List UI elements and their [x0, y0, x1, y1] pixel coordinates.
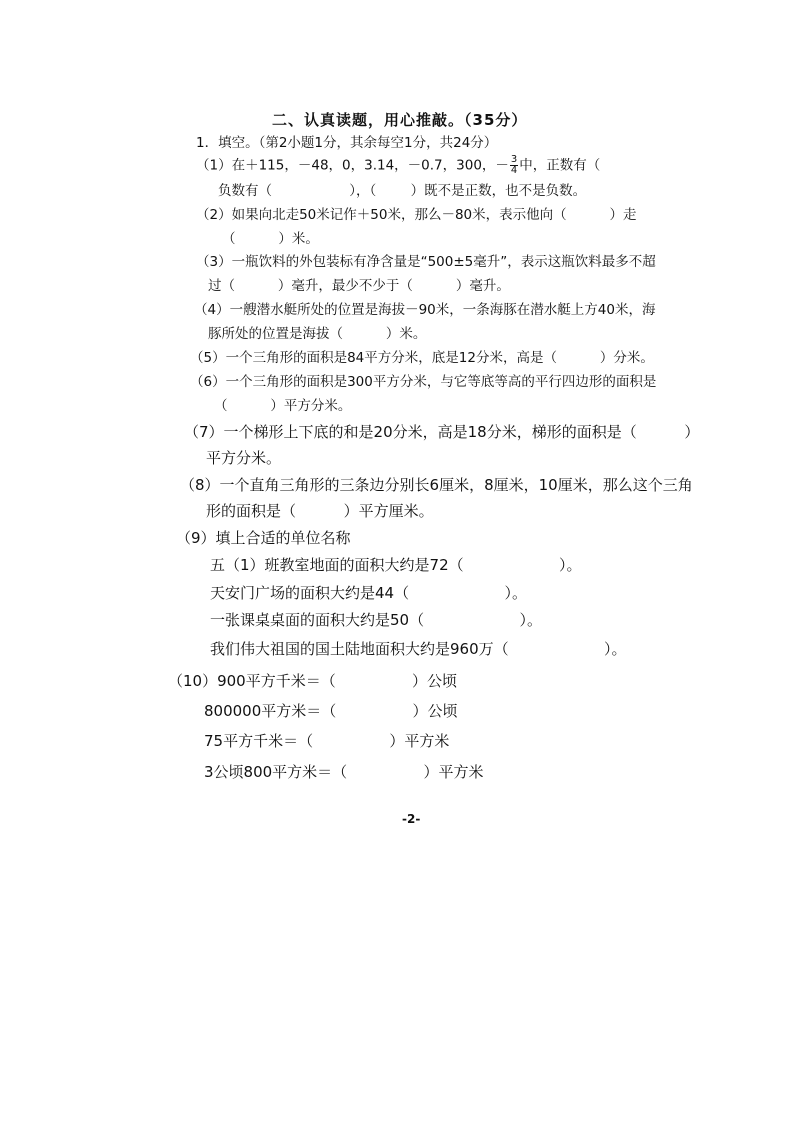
fraction-denominator: 4	[510, 165, 518, 176]
q8-line-a: （8）一个直角三角形的三条边分别长6厘米，8厘米，10厘米，那么这个三角	[180, 476, 693, 494]
q2-line-b: （ ）米。	[222, 231, 319, 247]
q1-line-b: 负数有（ ），（ ）既不是正数，也不是负数。	[218, 183, 587, 199]
q10-line-a: （10）900平方千米＝（ ）公顷	[168, 672, 458, 690]
q1-text-pre: （1）在＋115，－48，0，3.14，－0.7，300，－	[196, 157, 509, 174]
q6-line-a: （6）一个三角形的面积是300平方分米，与它等底等高的平行四边形的面积是	[190, 374, 657, 390]
q9-item-a: 五（1）班教室地面的面积大约是72（ ）。	[210, 556, 582, 574]
q1-line-a	[196, 155, 600, 176]
q7-line-b: 平方分米。	[206, 449, 282, 467]
fraction-numerator: 3	[510, 154, 518, 165]
question-1-header: 1．填空。（第2小题1分，其余每空1分，共24分）	[196, 135, 498, 151]
q9-item-d: 我们伟大祖国的国土陆地面积大约是960万（ ）。	[210, 640, 627, 658]
q8-line-b: 形的面积是（ ）平方厘米。	[206, 502, 434, 520]
q3-line-b: 过（ ）毫升，最少不少于（ ）毫升。	[208, 278, 510, 294]
q10-line-b: 800000平方米＝（ ）公顷	[204, 702, 458, 720]
q10-line-d: 3公顷800平方米＝（ ）平方米	[204, 763, 484, 781]
q7-line-a: （7）一个梯形上下底的和是20分米，高是18分米，梯形的面积是（ ）	[184, 423, 700, 441]
q2-line-a: （2）如果向北走50米记作＋50米，那么－80米，表示他向（ ）走	[196, 207, 637, 223]
q5-line: （5）一个三角形的面积是84平方分米，底是12分米，高是（ ）分米。	[190, 350, 654, 366]
q6-line-b: （ ）平方分米。	[214, 398, 352, 414]
q9-header: （9）填上合适的单位名称	[176, 529, 351, 547]
q1-text-post: 中，正数有（	[519, 157, 601, 174]
q4-line-a: （4）一艘潜水艇所处的位置是海拔－90米，一条海豚在潜水艇上方40米，海	[194, 302, 656, 318]
q3-line-a: （3）一瓶饮料的外包装标有净含量是“500±5毫升”，表示这瓶饮料最多不超	[196, 254, 656, 270]
q9-item-c: 一张课桌桌面的面积大约是50（ ）。	[210, 611, 542, 629]
q4-line-b: 豚所处的位置是海拔（ ）米。	[208, 326, 427, 342]
q9-item-b: 天安门广场的面积大约是44（ ）。	[210, 584, 527, 602]
page-number: -2-	[402, 812, 421, 826]
section-title: 二、认真读题，用心推敲。（35分）	[272, 111, 528, 129]
q10-line-c: 75平方千米＝（ ）平方米	[204, 732, 450, 750]
fraction-three-quarters	[510, 155, 518, 176]
